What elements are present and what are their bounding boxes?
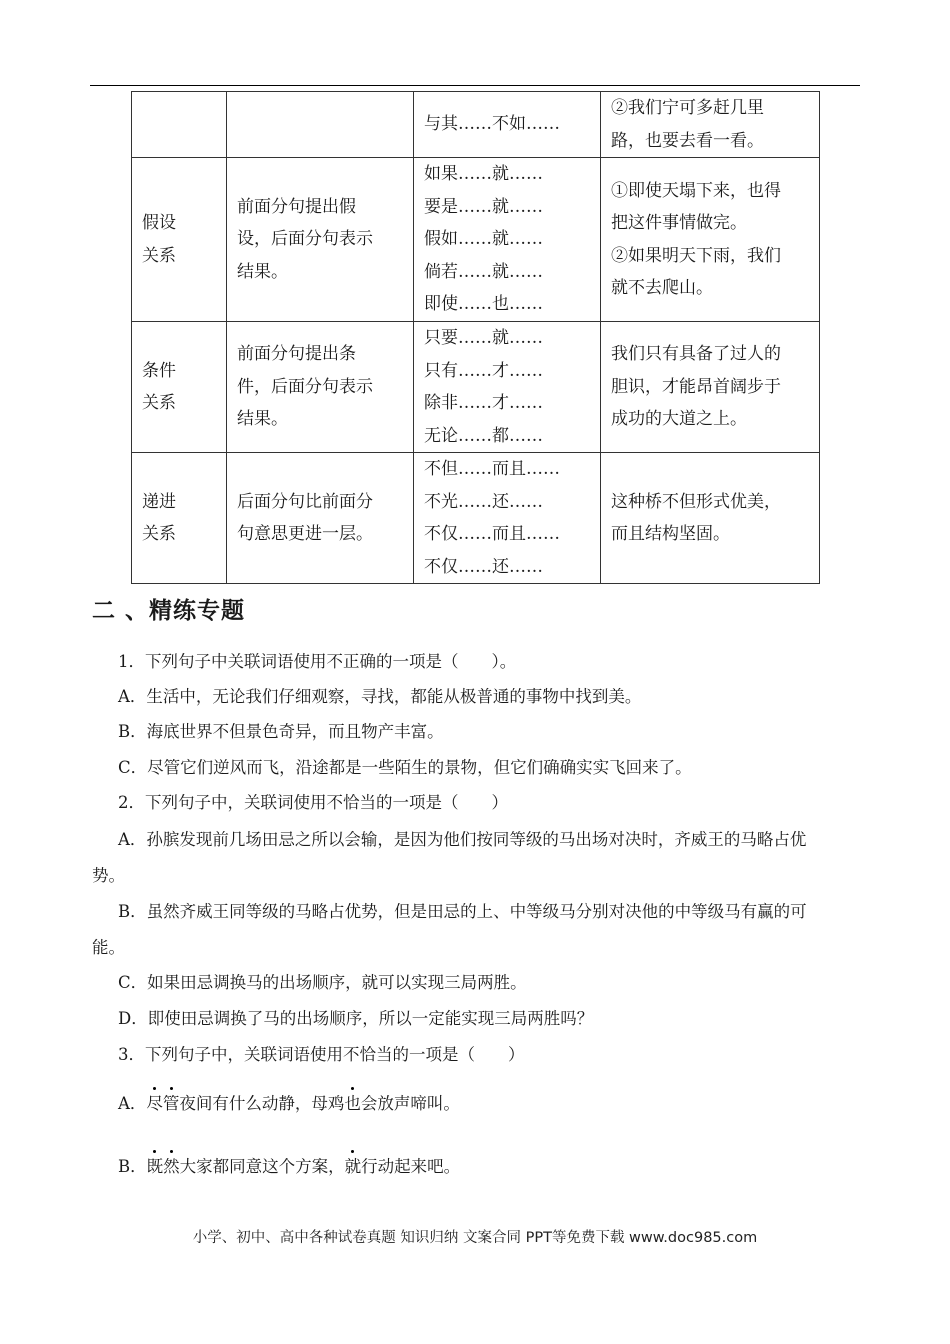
cell-text: 结果。: [237, 409, 288, 430]
section-title: 二 、精练专题: [92, 598, 246, 624]
question-3-option-b: [118, 1153, 460, 1177]
cell-text: ②我们宁可多赶几里: [611, 98, 764, 118]
question-1-option-c: C．尽管它们逆风而飞，沿途都是一些陌生的景物，但它们确确实实飞回来了。: [118, 758, 692, 777]
cell-text: 设，后面分句表示: [237, 229, 373, 250]
question-3: 3．下列句子中，关联词语使用不恰当的一项是（ ）: [118, 1045, 525, 1064]
description-cell: [227, 158, 414, 322]
relation-type-cell: [132, 453, 227, 584]
cell-text: ①即使天塌下来，也得: [611, 180, 781, 201]
option-text: 行动起来吧。: [361, 1157, 461, 1176]
cell-text: 不仅……还……: [424, 556, 543, 577]
cell-text: 这种桥不但形式优美，: [611, 491, 781, 512]
cell-text: 件，后面分句表示: [237, 376, 373, 397]
question-2-option-d: D．即使田忌调换了马的出场顺序，所以一定能实现三局两胜吗？: [118, 1009, 594, 1028]
option-letter: B．: [118, 1157, 147, 1176]
option-text: 会放声啼叫。: [360, 1094, 460, 1113]
cell-text: 只要……就……: [424, 328, 543, 348]
relation-type-cell: [132, 322, 227, 453]
cell-text: 递进: [142, 491, 176, 512]
emphasized-char: 然: [163, 1153, 180, 1177]
question-2-option-b-line2: 能。: [92, 938, 125, 957]
cell-text: 关系: [142, 393, 176, 413]
option-text: 夜间有什么动静，母鸡: [179, 1094, 345, 1113]
emphasized-char: 也: [344, 1090, 361, 1114]
cell-text: 即使……也……: [424, 294, 543, 315]
cell-text: 假设: [142, 213, 176, 233]
description-cell: [227, 453, 414, 584]
emphasized-char: 尽: [146, 1090, 163, 1114]
cell-text: 成功的大道之上。: [611, 409, 747, 430]
question-1-option-b: B．海底世界不但景色奇异，而且物产丰富。: [118, 722, 444, 741]
emphasized-char: 既: [147, 1153, 164, 1177]
conjunction-cell: [414, 158, 601, 322]
example-cell: [601, 453, 820, 584]
conjunction-cell: [414, 322, 601, 453]
cell-text: 与其……不如……: [424, 114, 560, 135]
cell-text: 路，也要去看一看。: [611, 130, 764, 151]
question-1-option-a: A．生活中，无论我们仔细观察，寻找，都能从极普通的事物中找到美。: [118, 687, 642, 706]
cell-text: 无论……都……: [424, 425, 543, 446]
question-2-option-b-line1: B．虽然齐威王同等级的马略占优势，但是田忌的上、中等级马分别对决他的中等级马有赢的可: [118, 902, 807, 921]
cell-text: 把这件事情做完。: [611, 213, 747, 233]
conjunction-cell: [414, 453, 601, 584]
cell-text: 要是……就……: [424, 196, 543, 217]
question-2-option-a-line2: 势。: [92, 866, 125, 885]
cell-text: 不光……还……: [424, 491, 543, 512]
cell-text: 而且结构坚固。: [611, 524, 730, 544]
cell-text: 前面分句提出条: [237, 344, 356, 365]
example-cell: [601, 92, 820, 158]
question-2-option-a-line1: A．孙膑发现前几场田忌之所以会输，是因为他们按同等级的马出场对决时，齐威王的马略占优: [118, 830, 807, 849]
conjunction-table: [131, 91, 820, 584]
option-text: 大家都同意这个方案，: [179, 1157, 345, 1176]
footer: 小学、初中、高中各种试卷真题 知识归纳 文案合同 PPT等免费下载 www.doc985.com: [192, 1230, 758, 1246]
cell-text: 不仅……而且……: [424, 524, 560, 544]
cell-text: 倘若……就……: [424, 261, 543, 282]
conjunction-cell: [414, 92, 601, 158]
cell-text: 不但……而且……: [424, 459, 560, 479]
cell-text: 除非……才……: [424, 393, 543, 413]
cell-text: 胆识，才能昂首阔步于: [611, 376, 781, 397]
cell-text: 结果。: [237, 261, 288, 282]
cell-text: 假如……就……: [424, 229, 543, 250]
cell-text: 关系: [142, 245, 176, 266]
example-cell: [601, 322, 820, 453]
cell-text: 如果……就……: [424, 164, 543, 185]
cell-text: 前面分句提出假: [237, 196, 356, 217]
cell-text: 我们只有具备了过人的: [611, 344, 781, 365]
question-2-option-c: C．如果田忌调换马的出场顺序，就可以实现三局两胜。: [118, 973, 527, 992]
question-1: 1．下列句子中关联词语使用不正确的一项是（ ）。: [118, 652, 517, 671]
cell-text: 句意思更进一层。: [237, 524, 373, 544]
table-row: [132, 92, 820, 158]
description-cell: [227, 322, 414, 453]
option-letter: A．: [118, 1094, 147, 1113]
relation-type-cell: [132, 158, 227, 322]
table-row: [132, 158, 820, 322]
question-2: 2．下列句子中，关联词使用不恰当的一项是（ ）: [118, 793, 508, 812]
cell-text: 只有……才……: [424, 360, 543, 381]
table-row: [132, 453, 820, 584]
header-rule: [90, 85, 860, 86]
table-row: [132, 322, 820, 453]
emphasized-char: 管: [163, 1090, 180, 1114]
cell-text: 后面分句比前面分: [237, 491, 373, 512]
emphasized-char: 就: [345, 1153, 362, 1177]
description-cell: [227, 92, 414, 158]
cell-text: 条件: [142, 360, 176, 381]
relation-type-cell: [132, 92, 227, 158]
cell-text: ②如果明天下雨，我们: [611, 245, 781, 266]
question-3-option-a: [118, 1090, 460, 1114]
example-cell: [601, 158, 820, 322]
cell-text: 关系: [142, 524, 176, 544]
cell-text: 就不去爬山。: [611, 278, 713, 298]
